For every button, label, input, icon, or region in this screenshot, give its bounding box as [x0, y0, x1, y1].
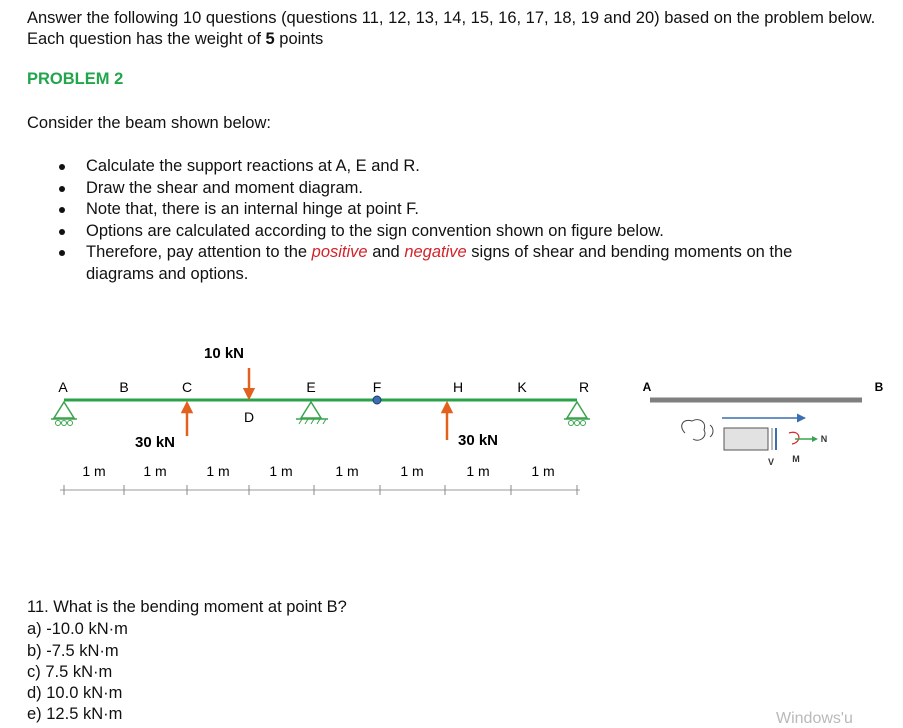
convention-label-n: N	[820, 434, 828, 444]
point-label-f: F	[372, 379, 382, 395]
problem-title: PROBLEM 2	[27, 70, 124, 88]
span-label: 1 m	[269, 463, 293, 479]
task-item	[56, 156, 856, 178]
answer-option-c[interactable]: c) 7.5 kN·m	[27, 663, 113, 681]
instructions-text-end: points	[274, 30, 324, 48]
load-up-c-label: 30 kN	[134, 434, 176, 451]
convention-label-m: M	[792, 454, 800, 464]
point-label-e: E	[306, 379, 316, 395]
convention-label-a: A	[642, 380, 652, 394]
bullet-icon	[59, 250, 65, 256]
task-text: Options are calculated according to the sign convention shown on figure below.	[86, 221, 664, 240]
windows-activation-watermark: Windows'u	[776, 710, 853, 727]
point-label-c: C	[181, 379, 193, 395]
moment-arrow-icon	[789, 432, 799, 444]
roller-support-r-icon	[564, 402, 590, 426]
span-label: 1 m	[466, 463, 490, 479]
instructions-paragraph	[27, 8, 887, 50]
task-text: Note that, there is an internal hinge at point F.	[86, 200, 419, 218]
task-text: and	[367, 243, 405, 261]
span-label: 1 m	[206, 463, 230, 479]
task-item	[56, 199, 856, 221]
load-up-h-label: 30 kN	[457, 432, 499, 449]
point-label-r: R	[578, 379, 590, 395]
convention-label-v: V	[767, 457, 775, 467]
consider-text: Consider the beam shown below:	[27, 114, 271, 132]
sign-convention-figure	[643, 380, 884, 467]
moment-sketch-icon	[682, 420, 705, 441]
question-text: 11. What is the bending moment at point B?	[27, 598, 347, 616]
beam-figure	[0, 330, 903, 505]
point-label-h: H	[452, 379, 464, 395]
task-text: Draw the shear and moment diagram.	[86, 178, 363, 197]
span-label: 1 m	[143, 463, 167, 479]
convention-segment	[724, 428, 768, 450]
hinge-f-icon	[373, 396, 381, 404]
answer-option-a[interactable]: a) -10.0 kN·m	[27, 620, 128, 638]
task-list	[56, 156, 856, 285]
moment-sketch-icon	[710, 425, 713, 437]
task-item	[56, 242, 856, 285]
instructions-text: Answer the following 10 questions (questions 11, 12, 13, 14, 15, 16, 17, 18, 19 and 20) based on the problem below. Each question has the weight of	[27, 9, 876, 48]
positive-emphasis: positive	[311, 243, 368, 261]
answer-option-e[interactable]: e) 12.5 kN·m	[27, 705, 123, 723]
answer-option-d[interactable]: d) 10.0 kN·m	[27, 684, 123, 702]
negative-emphasis: negative	[404, 243, 467, 261]
bullet-icon	[59, 164, 65, 170]
bullet-icon	[59, 207, 65, 213]
pin-support-e-icon	[296, 402, 328, 424]
bullet-icon	[59, 229, 65, 235]
span-label: 1 m	[400, 463, 424, 479]
points-weight: 5	[265, 30, 275, 48]
task-item	[56, 178, 856, 200]
task-item	[56, 221, 856, 243]
task-text: signs of shear and bending moments on the diagrams and options.	[86, 243, 793, 283]
span-label: 1 m	[82, 463, 106, 479]
point-label-k: K	[517, 379, 527, 395]
bullet-icon	[59, 186, 65, 192]
span-label: 1 m	[335, 463, 359, 479]
pin-support-a-icon	[51, 402, 77, 426]
point-label-a: A	[58, 379, 68, 395]
answer-option-b[interactable]: b) -7.5 kN·m	[27, 642, 119, 660]
task-text: Therefore, pay attention to the	[86, 243, 312, 261]
dimension-line	[60, 485, 580, 495]
load-down-label: 10 kN	[203, 345, 245, 362]
convention-label-b: B	[874, 380, 884, 394]
task-text: Calculate the support reactions at A, E and R.	[86, 157, 420, 175]
point-label-b: B	[119, 379, 129, 395]
span-label: 1 m	[531, 463, 555, 479]
point-label-d: D	[243, 409, 255, 425]
